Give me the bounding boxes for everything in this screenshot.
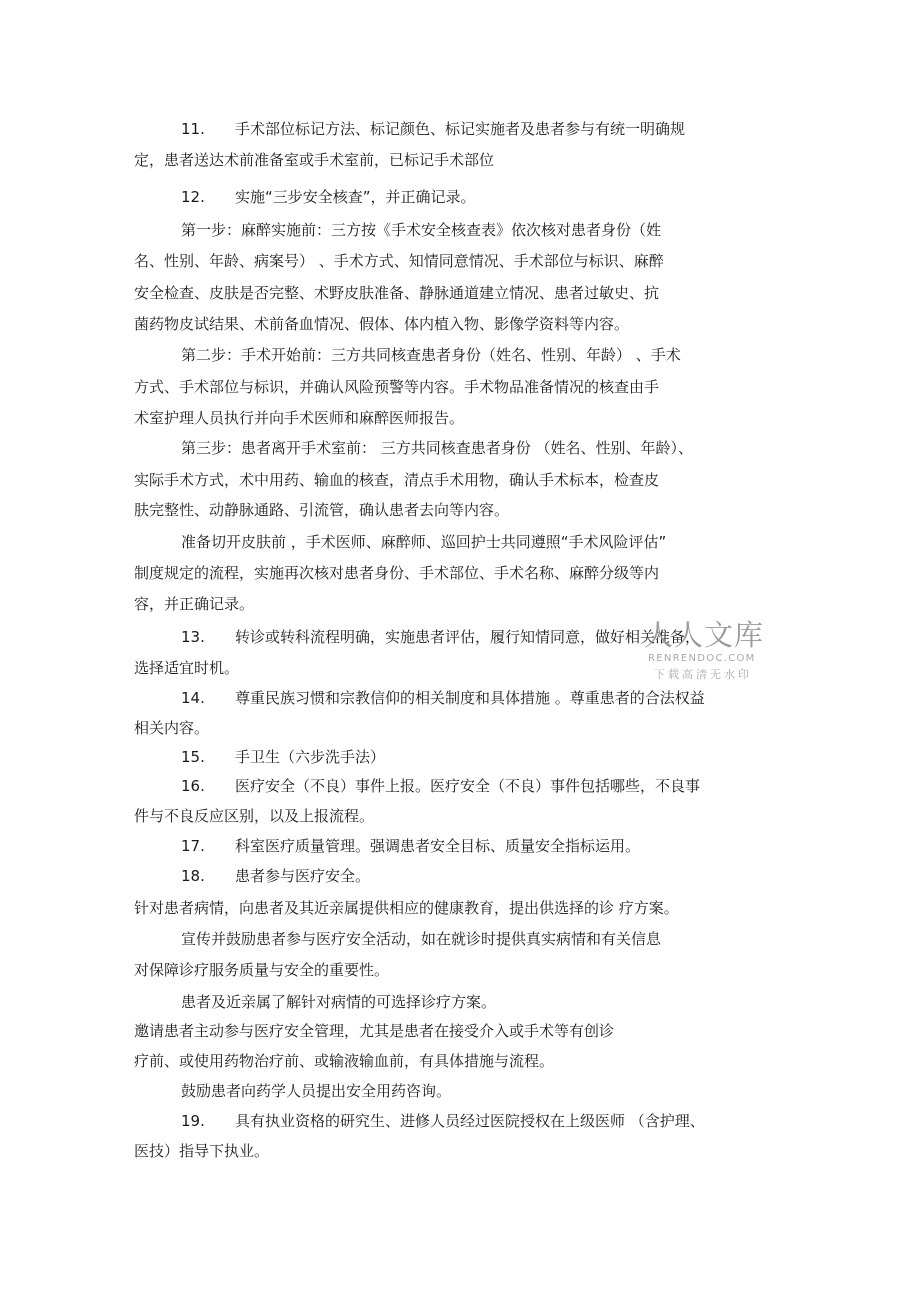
step-text: 准备切开皮肤前 ，手术医师、麻醉师、巡回护士共同遵照“手术风险评估”: [181, 533, 667, 551]
item-number: 14.: [181, 689, 205, 707]
item-text-continuation: 相关内容。: [134, 719, 210, 737]
step-text: 菌药物皮试结果、术前备血情况、假体、体内植入物、影像学资料等内容。: [134, 315, 630, 333]
item-number: 17.: [181, 837, 205, 855]
item18-detail: 针对患者病情，向患者及其近亲属提供相应的健康教育，提出供选择的诊 疗方案。: [134, 899, 679, 917]
item-number: 18.: [181, 867, 205, 885]
item-text-continuation: 选择适宜时机。: [134, 659, 240, 677]
item-text: 具有执业资格的研究生、进修人员经过医院授权在上级医师 （含护理、: [235, 1112, 705, 1130]
step-text: 名、性别、年龄、病案号） 、手术方式、知情同意情况、手术部位与标识、麻醉: [134, 252, 664, 270]
watermark: [644, 618, 774, 688]
item-text: 科室医疗质量管理。强调患者安全目标、质量安全指标运用。: [235, 837, 641, 855]
item-text: 手卫生（六步洗手法）: [235, 748, 386, 766]
step-text: 方式、手术部位与标识，并确认风险预警等内容。手术物品准备情况的核查由手: [134, 378, 660, 396]
step-text: 第一步：麻醉实施前：三方按《手术安全核查表》依次核对患者身份（姓: [181, 221, 662, 239]
step-text: 第二步：手术开始前：三方共同核查患者身份（姓名、性别、年龄） 、手术: [181, 346, 681, 364]
watermark-logo-text: 人人文库: [644, 618, 765, 652]
item-number: 13.: [181, 628, 205, 646]
item18-detail: 宣传并鼓励患者参与医疗安全活动，如在就诊时提供真实病情和有关信息: [181, 930, 662, 948]
item-number: 15.: [181, 748, 205, 766]
item-text: 尊重民族习惯和宗教信仰的相关制度和具体措施 。尊重患者的合法权益: [235, 689, 705, 707]
item-text: 患者参与医疗安全。: [235, 867, 371, 885]
item18-detail: 疗前、或使用药物治疗前、或输液输血前，有具体措施与流程。: [134, 1052, 555, 1070]
step-text: 实际手术方式，术中用药、输血的核查，清点手术用物，确认手术标本，检查皮: [134, 471, 660, 489]
item-text: 转诊或转科流程明确，实施患者评估，履行知情同意，做好相关准备，: [235, 628, 701, 646]
item18-detail: 患者及近亲属了解针对病情的可选择诊疗方案。: [181, 993, 497, 1011]
item18-detail: 鼓励患者向药学人员提出安全用药咨询。: [181, 1082, 452, 1100]
step-text: 第三步：患者离开手术室前： 三方共同核查患者身份 （姓名、性别、年龄）、: [181, 439, 694, 457]
step-text: 安全检查、皮肤是否完整、术野皮肤准备、静脉通道建立情况、患者过敏史、抗: [134, 284, 660, 302]
item-number: 12.: [181, 188, 205, 206]
watermark-domain: RENRENDOC.COM: [648, 653, 756, 664]
item-text-continuation: 医技）指导下执业。: [134, 1142, 270, 1160]
item-text-continuation: 件与不良反应区别，以及上报流程。: [134, 807, 375, 825]
item-text: 实施“三步安全核查”，并正确记录。: [235, 188, 476, 206]
item18-detail: 邀请患者主动参与医疗安全管理，尤其是患者在接受介入或手术等有创诊: [134, 1022, 615, 1040]
step-text: 容，并正确记录。: [134, 595, 255, 613]
item-number: 16.: [181, 777, 205, 795]
step-text: 肤完整性、动静脉通路、引流管，确认患者去向等内容。: [134, 501, 510, 519]
watermark-tagline: 下载高清无水印: [654, 668, 752, 681]
item18-detail: 对保障诊疗服务质量与安全的重要性。: [134, 961, 390, 979]
item-text: 医疗安全（不良）事件上报。医疗安全（不良）事件包括哪些，不良事: [235, 777, 701, 795]
step-text: 制度规定的流程，实施再次核对患者身份、手术部位、手术名称、麻醉分级等内: [134, 564, 660, 582]
step-text: 术室护理人员执行并向手术医师和麻醉医师报告。: [134, 409, 465, 427]
item-number: 19.: [181, 1112, 205, 1130]
item-text: 手术部位标记方法、标记颜色、标记实施者及患者参与有统一明确规: [235, 120, 686, 138]
item-text-continuation: 定，患者送达术前准备室或手术室前，已标记手术部位: [134, 151, 495, 169]
item-number: 11.: [181, 120, 205, 138]
